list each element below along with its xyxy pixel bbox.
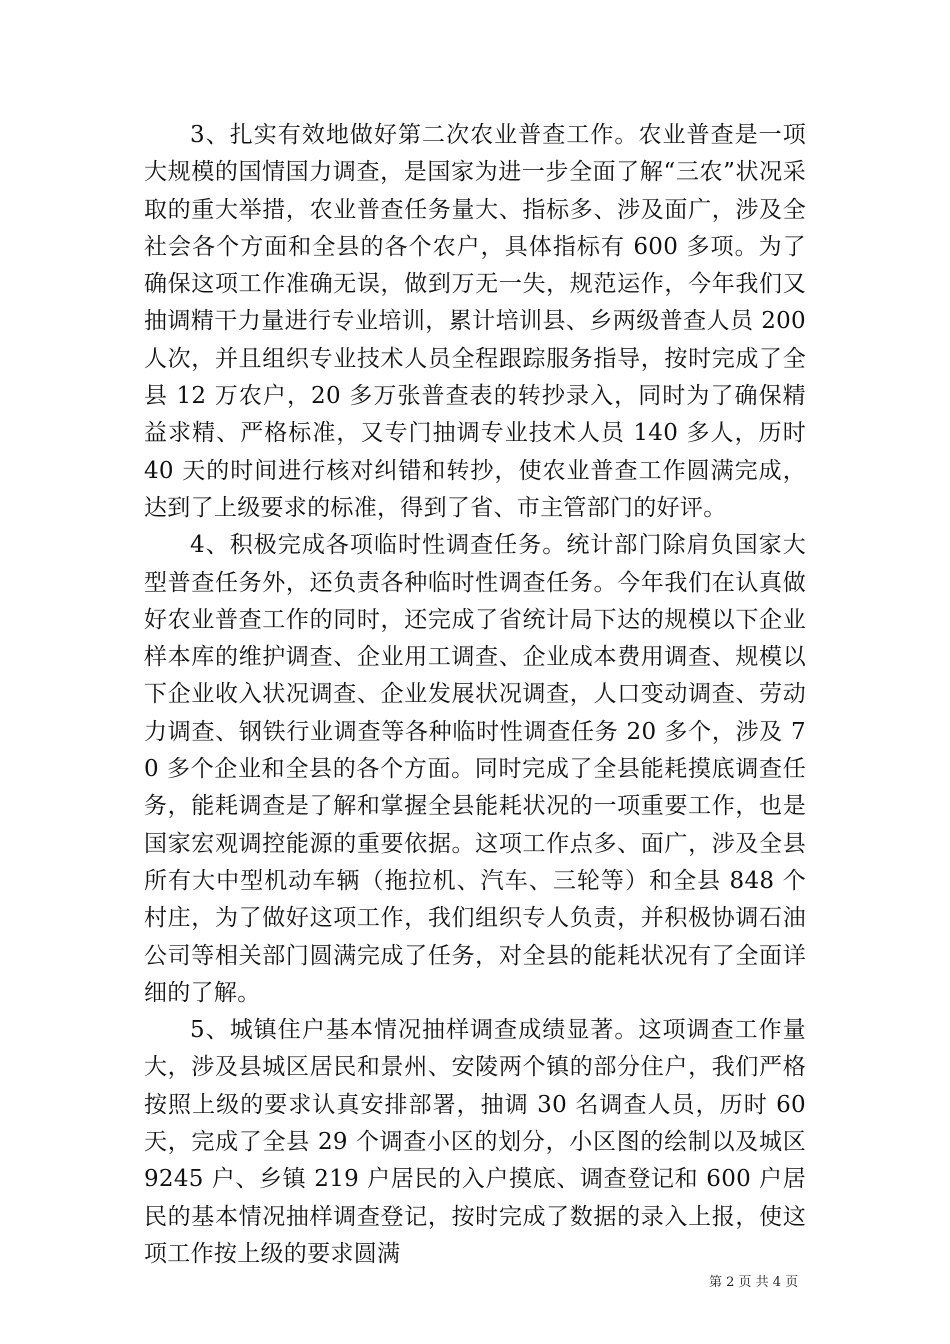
document-body: [144, 117, 806, 1273]
paragraph-temporary-surveys: 4、积极完成各项临时性调查任务。统计部门除肩负国家大型普查任务外，还负责各种临时性调查任务。今年我们在认真做好农业普查工作的同时，还完成了省统计局下达的规模以下企业样本库的维护调查、企业用工调查、企业成本费用调查、规模以下企业收入状况调查、企业发展状况调查，人口变动调查、劳动力调查、钢铁行业调查等各种临时性调查任务 20 多个，涉及 70 多个企业和全县的各个方面。同时完成了全县能耗摸底调查任务，能耗调查是了解和掌握全县能耗状况的一项重要工作，也是国家宏观调控能源的重要依据。这项工作点多、面广，涉及全县所有大中型机动车辆（拖拉机、汽车、三轮等）和全县 848 个村庄，为了做好这项工作，我们组织专人负责，并积极协调石油公司等相关部门圆满完成了任务，对全县的能耗状况有了全面详细的了解。: [144, 532, 806, 1006]
paragraph-urban-household-survey: 5、城镇住户基本情况抽样调查成绩显著。这项调查工作量大，涉及县城区居民和景州、安陵两个镇的部分住户，我们严格按照上级的要求认真安排部署，抽调 30 名调查人员，历时 60 天，完成了全县 29 个调查小区的划分，小区图的绘制以及城区 9245 户、乡镇 219 户居民的入户摸底、调查登记和 600 户居民的基本情况抽样调查登记，按时完成了数据的录入上报，使这项工作按上级的要求圆满: [144, 1017, 806, 1267]
page-number-footer: 第 2 页 共 4 页: [709, 1275, 799, 1290]
paragraph-agricultural-census: 3、扎实有效地做好第二次农业普查工作。农业普查是一项大规模的国情国力调查，是国家为进一步全面了解“三农”状况采取的重大举措，农业普查任务量大、指标多、涉及面广，涉及全社会各个方面和全县的各个农户，具体指标有 600 多项。为了确保这项工作准确无误，做到万无一失，规范运作，今年我们又抽调精干力量进行专业培训，累计培训县、乡两级普查人员 200 人次，并且组织专业技术人员全程跟踪服务指导，按时完成了全县 12 万农户，20 多万张普查表的转抄录入，同时为了确保精益求精、严格标准，又专门抽调专业技术人员 140 多人，历时 40 天的时间进行核对纠错和转抄，使农业普查工作圆满完成，达到了上级要求的标准，得到了省、市主管部门的好评。: [144, 122, 806, 521]
